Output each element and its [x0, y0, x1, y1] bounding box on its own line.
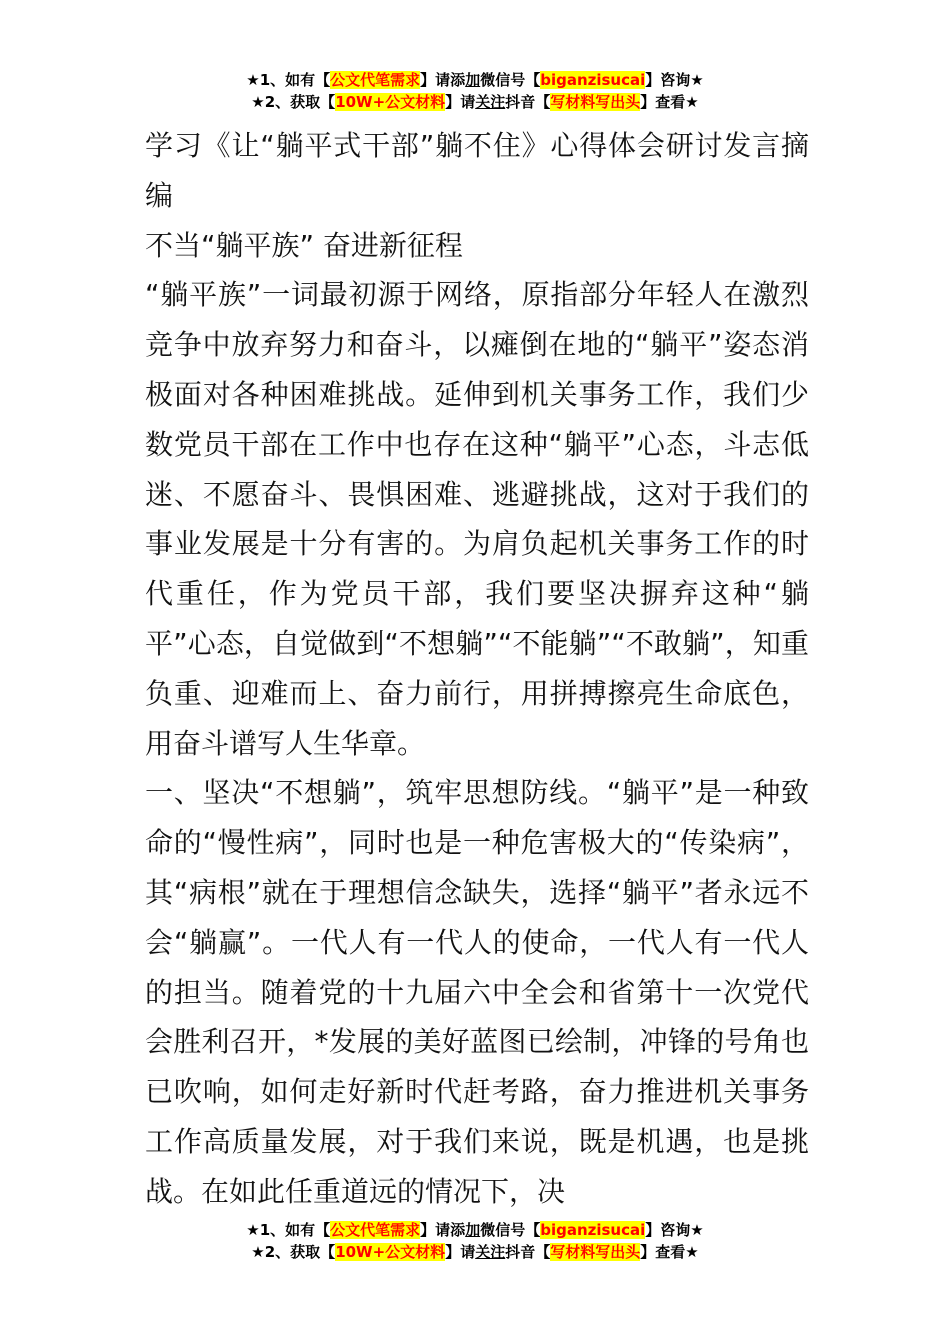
banner-text: 】请 — [445, 1243, 476, 1261]
banner-highlight: biganzisucai — [540, 1221, 646, 1239]
paragraph: “躺平族”一词最初源于网络，原指部分年轻人在激烈竞争中放弃努力和奋斗，以瘫倒在地的“躺平”姿态消极面对各种困难挑战。延伸到机关事务工作，我们少数党员干部在工作中也存在这种“躺平”心态，斗志低迷、不愿奋斗、畏惧困难、逃避挑战，这对于我们的事业发展是十分有害的。为肩负起机关事务工作的时代重任，作为党员干部，我们要坚决摒弃这种“躺平”心态，自觉做到“不想躺”“不能躺”“不敢躺”，知重负重、迎难而上、奋力前行，用拼搏擦亮生命底色，用奋斗谱写人生华章。 — [145, 278, 809, 760]
banner-highlight: 10W+公文材料 — [335, 93, 446, 111]
banner-text: 抖音【 — [505, 1243, 551, 1261]
banner-highlight: 写材料写出头 — [550, 1243, 641, 1261]
banner-text: 】请添 — [420, 71, 466, 89]
banner-underlined: 加 — [465, 1221, 481, 1239]
banner-text: 】请 — [445, 93, 476, 111]
banner-underlined: 关注 — [475, 93, 506, 111]
banner-text: 微信号【 — [480, 1221, 541, 1239]
banner-text: 微信号【 — [480, 71, 541, 89]
banner-text: ★1、如有【 — [246, 71, 331, 89]
paragraph: 一、坚决“不想躺”，筑牢思想防线。“躺平”是一种致命的“慢性病”，同时也是一种危害极大的“传染病”，其“病根”就在于理想信念缺失，选择“躺平”者永远不会“躺赢”。一代人有一代人的使命，一代人有一代人的担当。随着党的十九届六中全会和省第十一次党代会胜利召开，*发展的美好蓝图已绘制，冲锋的号角也已吹响，如何走好新时代赶考路，奋力推进机关事务工作高质量发展，对于我们来说，既是机遇，也是挑战。在如此任重道远的情况下，决 — [145, 776, 809, 1208]
banner-text: 抖音【 — [505, 93, 551, 111]
banner-line-1 — [0, 69, 950, 91]
banner-text: 】查看★ — [640, 93, 699, 111]
banner-text: ★2、获取【 — [251, 1243, 336, 1261]
footer-banner — [0, 1219, 950, 1263]
banner-text: 】咨询★ — [645, 71, 704, 89]
document-title: 学习《让“躺平式干部”躺不住》心得体会研讨发言摘编 — [145, 129, 809, 212]
header-banner — [0, 69, 950, 113]
banner-line-1 — [0, 1219, 950, 1241]
banner-highlight: 写材料写出头 — [550, 93, 641, 111]
banner-text: 】请添 — [420, 1221, 466, 1239]
banner-text: 】咨询★ — [645, 1221, 704, 1239]
document-body — [145, 121, 809, 1217]
banner-underlined: 关注 — [475, 1243, 506, 1261]
banner-text: ★2、获取【 — [251, 93, 336, 111]
banner-underlined: 加 — [465, 71, 481, 89]
banner-line-2 — [0, 1241, 950, 1263]
banner-highlight: 公文代笔需求 — [330, 1221, 421, 1239]
banner-text: ★1、如有【 — [246, 1221, 331, 1239]
banner-highlight: biganzisucai — [540, 71, 646, 89]
banner-highlight: 公文代笔需求 — [330, 71, 421, 89]
banner-text: 】查看★ — [640, 1243, 699, 1261]
banner-highlight: 10W+公文材料 — [335, 1243, 446, 1261]
document-subtitle: 不当“躺平族” 奋进新征程 — [145, 228, 463, 262]
banner-line-2 — [0, 91, 950, 113]
